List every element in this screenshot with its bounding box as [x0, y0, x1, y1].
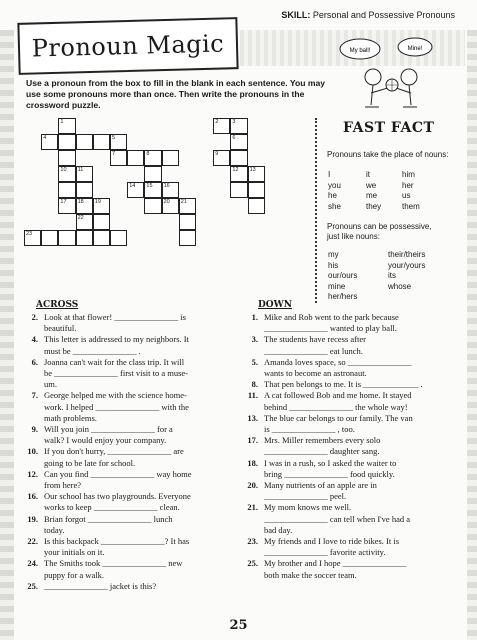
across-clues	[20, 312, 240, 592]
clue-text: This letter is addressed to my neighbors. It must be _______________ .	[44, 334, 189, 356]
clue-item	[20, 446, 240, 468]
crossword-cell[interactable]	[76, 166, 93, 182]
crossword-cell[interactable]	[127, 182, 144, 198]
pronoun-word: you	[328, 180, 341, 190]
pronoun-word: he	[328, 191, 337, 200]
crossword-cell[interactable]	[144, 198, 161, 214]
crossword-cell[interactable]	[144, 166, 161, 182]
clue-number: 1.	[251, 312, 258, 322]
clue-item	[20, 312, 240, 334]
cell-number: 6	[232, 135, 236, 141]
pronoun-word: she	[328, 201, 341, 211]
pronoun-word: me	[366, 191, 378, 200]
cell-number: 19	[94, 199, 101, 205]
clue-item	[240, 334, 455, 356]
crossword-cell[interactable]	[93, 198, 110, 214]
crossword-cell[interactable]	[179, 214, 196, 230]
crossword-cell[interactable]	[76, 198, 93, 214]
pronoun-word: them	[402, 201, 420, 211]
title-box	[17, 17, 238, 75]
clue-item	[20, 581, 240, 592]
clue-number: 19.	[27, 513, 38, 524]
cell-number: 16	[163, 183, 170, 189]
pronoun-word: their/theirs	[388, 250, 426, 259]
cell-number: 12	[232, 167, 239, 173]
cell-number: 21	[180, 199, 187, 205]
cell-number: 18	[77, 199, 84, 205]
clue-text: Many nutrients of an apple are in _______________ peel.	[264, 480, 377, 502]
crossword-cell[interactable]	[76, 214, 93, 230]
crossword-cell[interactable]	[248, 182, 265, 198]
crossword-cell[interactable]	[144, 150, 161, 166]
clue-number: 2.	[31, 312, 38, 322]
clue-text: The students have recess after _______________ eat lunch.	[264, 334, 366, 356]
clue-number: 7.	[31, 390, 38, 401]
cell-number: 4	[43, 135, 47, 141]
pronoun-word: I	[328, 170, 331, 179]
cell-number: 3	[232, 119, 236, 125]
cell-number: 10	[60, 167, 67, 173]
clue-number: 25.	[27, 580, 38, 591]
cell-number: 2	[215, 119, 219, 125]
crossword-cell[interactable]	[213, 150, 230, 166]
clue-number: 25.	[247, 558, 258, 569]
crossword-cell[interactable]	[76, 134, 93, 150]
crossword-cell[interactable]	[179, 198, 196, 214]
pronoun-word: they	[366, 201, 382, 211]
clue-text: The Smiths took _______________ new puppy for a walk.	[44, 558, 183, 580]
crossword-cell[interactable]	[230, 182, 247, 198]
pronoun-word: him	[402, 170, 415, 179]
across-heading: ACROSS	[36, 300, 79, 310]
clue-text: Mrs. Miller remembers every solo _______________ daughter sang.	[264, 435, 381, 457]
clue-text: Joanna can't wait for the class trip. It will be _______________ first visit to a muse- um.	[44, 356, 189, 390]
pronoun-word: its	[388, 271, 396, 280]
crossword-cell[interactable]	[93, 230, 110, 246]
down-heading: DOWN	[258, 300, 292, 310]
clue-number: 18.	[247, 457, 258, 468]
clue-number: 5.	[251, 356, 258, 367]
clue-item	[240, 379, 455, 390]
clue-number: 13.	[247, 412, 258, 423]
clue-item	[20, 469, 240, 491]
pronoun-word: our/ours	[328, 271, 358, 280]
right-border-stripe	[467, 30, 477, 640]
clue-number: 8.	[251, 379, 258, 390]
clue-item	[20, 536, 240, 558]
crossword-cell[interactable]	[110, 134, 127, 150]
clue-number: 11.	[247, 390, 258, 401]
clue-number: 4.	[31, 334, 38, 345]
pronoun-word: her	[402, 180, 414, 190]
cell-number: 9	[215, 151, 219, 157]
skill-label: SKILL: Personal and Possessive Pronouns	[281, 10, 455, 20]
crossword-cell[interactable]	[213, 118, 230, 134]
pronoun-word: whose	[388, 281, 412, 291]
clue-item	[240, 413, 455, 435]
crossword-cell[interactable]	[58, 118, 75, 134]
kids-cartoon-illustration	[335, 35, 455, 115]
crossword-cell[interactable]	[230, 166, 247, 182]
down-clues	[240, 312, 455, 581]
clue-number: 9.	[31, 424, 38, 435]
clue-item	[240, 458, 455, 480]
clue-item	[240, 312, 455, 334]
clue-item	[20, 357, 240, 391]
clue-text: Amanda loves space, so _______________ wants to become an astronaut.	[264, 356, 412, 379]
clue-number: 24.	[27, 558, 38, 569]
crossword-cell[interactable]	[58, 182, 75, 198]
clue-number: 3.	[251, 334, 258, 345]
crossword-cell[interactable]	[127, 150, 144, 166]
clue-text: My friends and I love to ride bikes. It is _______________ favorite activity.	[264, 536, 400, 558]
crossword-cell[interactable]	[144, 182, 161, 198]
crossword-cell[interactable]	[41, 230, 58, 246]
crossword-cell[interactable]	[76, 182, 93, 198]
clue-text: George helped me with the science home- work. I helped _______________ with the math problems.	[44, 390, 189, 423]
dotted-divider	[315, 118, 317, 303]
cell-number: 8	[146, 151, 150, 157]
clue-text: That pen belongs to me. It is _____________ .	[264, 379, 423, 390]
clue-item	[240, 390, 455, 412]
clue-item	[240, 536, 455, 558]
clue-text: Look at that flower! _______________ is beautiful.	[44, 312, 186, 334]
clue-number: 21.	[247, 502, 258, 513]
page-number: 25	[229, 618, 248, 633]
clue-item	[240, 502, 455, 536]
clue-text: _______________ jacket is this?	[44, 580, 157, 591]
bubble-right-text: Mine!	[407, 46, 423, 52]
clue-item	[240, 435, 455, 457]
cell-number: 17	[60, 199, 67, 205]
crossword-cell[interactable]	[162, 198, 179, 214]
clue-number: 22.	[27, 536, 38, 547]
bubble-left-text: My ball!	[349, 48, 371, 54]
crossword-cell[interactable]	[93, 134, 110, 150]
clue-item	[20, 334, 240, 356]
crossword-cell[interactable]	[58, 166, 75, 182]
clue-text: Brian forgot _______________ lunch today.	[44, 513, 173, 535]
cell-number: 23	[26, 231, 33, 237]
page-title: Pronoun Magic	[31, 29, 225, 63]
clue-text: A cat followed Bob and me home. It stayed behind _______________ the whole way!	[264, 390, 412, 412]
clue-text: The blue car belongs to our family. The van is _______________ , too.	[264, 412, 413, 435]
fast-fact-intro: Pronouns take the place of nouns:	[327, 150, 449, 159]
clue-text: Can you find _______________ way home from here?	[44, 468, 192, 491]
clue-text: Will you join _______________ for a walk? I would enjoy your company.	[44, 424, 173, 446]
crossword-cell[interactable]	[24, 230, 41, 246]
clue-number: 23.	[247, 536, 258, 547]
pronoun-word: we	[366, 180, 377, 190]
clue-text: I was in a rush, so I asked the waiter to bring _______________ food quickly.	[264, 457, 397, 479]
crossword-cell[interactable]	[76, 230, 93, 246]
crossword-cell[interactable]	[110, 150, 127, 166]
clue-item	[20, 390, 240, 424]
clue-number: 10.	[27, 446, 38, 457]
clue-text: If you don't hurry, _______________ are going to be late for school.	[44, 446, 184, 468]
pronoun-word: her/hers	[328, 292, 358, 301]
cell-number: 20	[163, 199, 170, 205]
clue-item	[240, 480, 455, 502]
crossword-cell[interactable]	[58, 150, 75, 166]
cell-number: 13	[249, 167, 256, 173]
crossword-grid	[24, 118, 310, 268]
left-border-stripe	[0, 30, 14, 640]
cell-number: 22	[77, 215, 84, 221]
crossword-cell[interactable]	[110, 230, 127, 246]
instructions: Use a pronoun from the box to fill in the blank in each sentence. You may use some pronouns more than once. Then write the pronouns in the crossword puzzle.	[26, 78, 326, 110]
cell-number: 1	[60, 119, 64, 125]
crossword-cell[interactable]	[248, 166, 265, 182]
clue-number: 16.	[27, 491, 38, 502]
crossword-cell[interactable]	[58, 198, 75, 214]
clue-text: Our school has two playgrounds. Everyone works to keep _______________ clean.	[44, 491, 191, 513]
clue-number: 17.	[247, 435, 258, 446]
clue-item	[20, 558, 240, 580]
crossword-cell[interactable]	[93, 214, 110, 230]
pronoun-word: us	[402, 191, 411, 200]
crossword-cell[interactable]	[248, 198, 265, 214]
cell-number: 11	[77, 167, 84, 173]
clue-item	[240, 558, 455, 580]
possessive-intro-1: Pronouns can be possessive,	[327, 222, 432, 231]
pronoun-word: it	[366, 170, 370, 179]
clue-item	[20, 514, 240, 536]
crossword-cell[interactable]	[41, 134, 58, 150]
cell-number: 15	[146, 183, 153, 189]
pronoun-word: mine	[328, 281, 346, 291]
pronoun-word: his	[328, 260, 339, 270]
clue-item	[20, 491, 240, 513]
crossword-cell[interactable]	[230, 134, 247, 150]
possessive-intro-2: just like nouns:	[327, 232, 380, 241]
clue-text: My brother and I hope _______________ both make the soccer team.	[264, 558, 407, 580]
clue-number: 12.	[27, 468, 38, 479]
crossword-cell[interactable]	[58, 134, 75, 150]
clue-item	[20, 424, 240, 446]
clue-text: Mike and Rob went to the park because _______________ wanted to play ball.	[264, 312, 399, 334]
pronoun-word: your/yours	[388, 260, 426, 270]
cell-number: 5	[112, 135, 116, 141]
crossword-cell[interactable]	[58, 230, 75, 246]
crossword-cell[interactable]	[162, 150, 179, 166]
clue-number: 20.	[247, 480, 258, 491]
clue-text: My mom knows me well. _______________ can tell when I've had a bad day.	[264, 502, 410, 535]
crossword-cell[interactable]	[162, 182, 179, 198]
clue-text: Is this backpack _______________? It has your initials on it.	[44, 536, 190, 558]
clue-item	[240, 357, 455, 379]
fast-fact-title: FAST FACT	[343, 120, 435, 136]
clue-number: 6.	[31, 356, 38, 367]
crossword-cell[interactable]	[179, 230, 196, 246]
cell-number: 7	[112, 151, 116, 157]
crossword-cell[interactable]	[230, 118, 247, 134]
pronoun-word: my	[328, 250, 339, 259]
crossword-cell[interactable]	[230, 150, 247, 166]
cell-number: 14	[129, 183, 136, 189]
